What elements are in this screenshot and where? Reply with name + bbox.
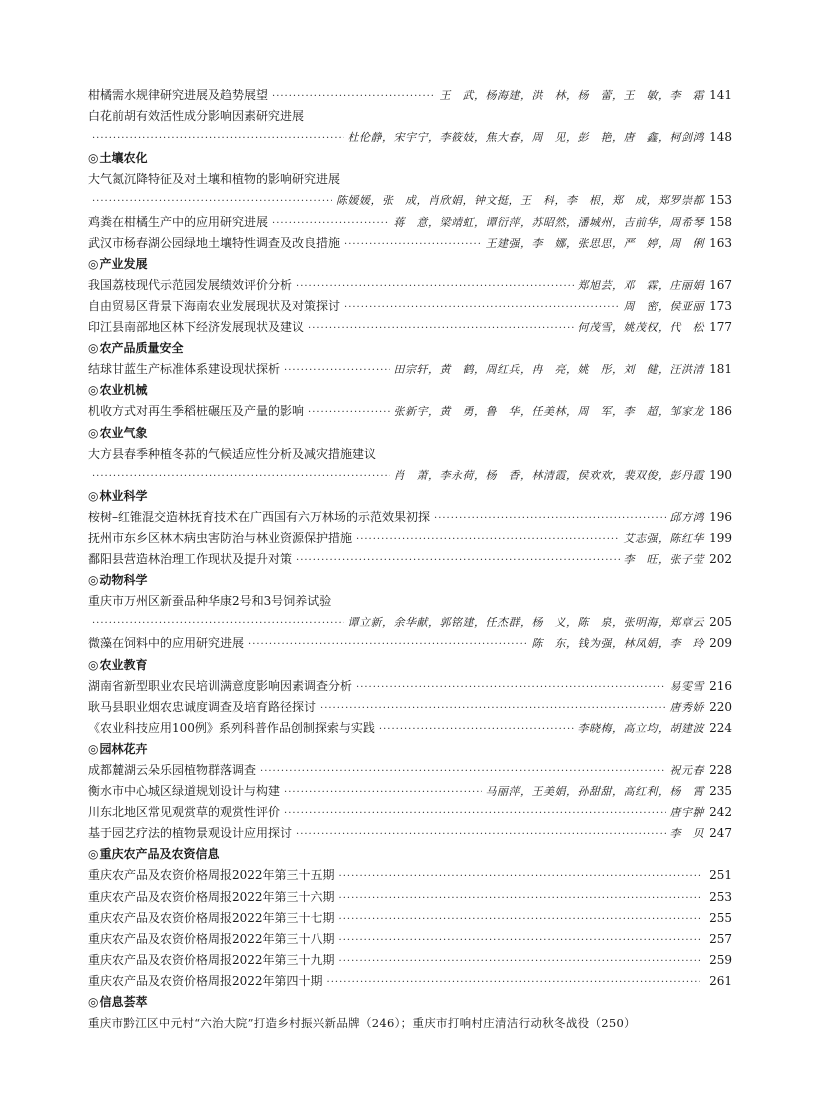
page-number: 153 bbox=[709, 193, 732, 208]
dot-leader bbox=[296, 276, 573, 297]
section-mark-icon: ◎ bbox=[88, 151, 99, 166]
dot-leader bbox=[339, 888, 700, 909]
article-title: 《农业科技应用100例》系列科普作品创制探索与实践 bbox=[88, 720, 375, 735]
page-number: 167 bbox=[709, 277, 732, 292]
section-mark-icon: ◎ bbox=[88, 573, 99, 588]
dot-leader bbox=[339, 930, 700, 951]
page-number: 173 bbox=[709, 298, 732, 313]
dot-leader bbox=[260, 761, 665, 782]
dot-leader bbox=[327, 972, 700, 993]
toc-entry bbox=[88, 697, 732, 718]
toc-entry bbox=[88, 760, 732, 781]
dot-leader bbox=[296, 550, 619, 571]
article-authors: 何茂雪，姚茂权，代 松 bbox=[577, 321, 704, 335]
toc-entry-author-line bbox=[88, 612, 732, 633]
page-number: 205 bbox=[709, 615, 732, 630]
page-number: 190 bbox=[709, 467, 732, 482]
toc-entry bbox=[88, 929, 732, 950]
page-number: 224 bbox=[709, 720, 732, 735]
section-heading bbox=[88, 423, 732, 444]
page-number: 247 bbox=[709, 826, 732, 841]
article-authors: 田宗轩，黄 鹤，周红兵，冉 亮，姚 彤，刘 健，汪洪清 bbox=[393, 363, 704, 377]
toc-entry-title-line bbox=[88, 444, 732, 465]
article-authors: 李 贝 bbox=[669, 827, 704, 841]
section-mark-icon: ◎ bbox=[88, 256, 99, 271]
article-title: 大气氮沉降特征及对土壤和植物的影响研究进展 bbox=[88, 172, 341, 187]
dot-leader bbox=[344, 234, 481, 255]
page-number: 158 bbox=[709, 214, 732, 229]
section-title: 林业科学 bbox=[99, 488, 148, 503]
page-number: 177 bbox=[709, 320, 732, 335]
page-number: 251 bbox=[709, 868, 732, 883]
section-title: 农业气象 bbox=[99, 425, 148, 440]
page-number: 199 bbox=[709, 530, 732, 545]
page-number: 235 bbox=[709, 784, 732, 799]
article-authors: 李晓梅，高立均，胡建波 bbox=[577, 721, 704, 735]
article-title: 大方县春季种植冬荪的气候适应性分析及减灾措施建议 bbox=[88, 446, 377, 461]
section-mark-icon: ◎ bbox=[88, 488, 99, 503]
article-title: 武汉市杨春湖公园绿地土壤特性调查及改良措施 bbox=[88, 235, 341, 250]
dot-leader bbox=[344, 297, 619, 318]
section-title: 动物科学 bbox=[99, 573, 148, 588]
toc-entry-title-line bbox=[88, 591, 732, 612]
toc-entry bbox=[88, 233, 732, 254]
article-title: 结球甘蓝生产标准体系建设现状探析 bbox=[88, 362, 281, 377]
section-heading bbox=[88, 992, 732, 1013]
article-title: 微藻在饲料中的应用研究进展 bbox=[88, 636, 245, 651]
article-authors: 周 密，侯亚丽 bbox=[623, 299, 704, 313]
article-authors: 肖 萧，李永荷，杨 香，林清霞，侯欢欢，裴双俊，彭丹霞 bbox=[393, 468, 704, 482]
dot-leader bbox=[272, 213, 389, 234]
page-number: 220 bbox=[709, 699, 732, 714]
page-number: 228 bbox=[709, 763, 732, 777]
dot-leader bbox=[320, 698, 665, 719]
article-authors: 张新宇，黄 勇，鲁 华，任美林，周 军，李 超，邹家龙 bbox=[393, 405, 704, 419]
toc-entry bbox=[88, 296, 732, 317]
toc-entry bbox=[88, 528, 732, 549]
section-mark-icon: ◎ bbox=[88, 847, 99, 862]
toc-entry bbox=[88, 781, 732, 802]
page-number: 186 bbox=[709, 404, 732, 419]
toc-entry bbox=[88, 275, 732, 296]
dot-leader bbox=[92, 128, 344, 149]
toc-entry bbox=[88, 549, 732, 570]
toc-entry-title-line bbox=[88, 169, 732, 190]
section-title: 重庆农产品及农资信息 bbox=[99, 847, 220, 862]
article-authors: 易雯雪 bbox=[669, 679, 704, 693]
section-mark-icon: ◎ bbox=[88, 383, 99, 398]
toc-entry-author-line bbox=[88, 127, 732, 148]
section-heading bbox=[88, 655, 732, 676]
article-authors: 陈媛媛，张 成，肖欣娟，钟文挺，王 科，李 根，郑 成，郑罗崇都 bbox=[336, 194, 704, 208]
article-title: 重庆农产品及农资价格周报2022年第三十五期 bbox=[88, 868, 335, 883]
toc-entry bbox=[88, 676, 732, 697]
article-authors: 陈 东，钱为强，林凤娟，李 玲 bbox=[531, 637, 704, 651]
section-heading bbox=[88, 844, 732, 865]
article-title: 鄱阳县营造林治理工作现状及提升对策 bbox=[88, 552, 293, 567]
toc-entry bbox=[88, 317, 732, 338]
page-number: 202 bbox=[709, 552, 732, 567]
section-heading bbox=[88, 148, 732, 169]
article-title: 重庆农产品及农资价格周报2022年第三十九期 bbox=[88, 952, 335, 967]
article-title: 川东北地区常见观赏草的观赏性评价 bbox=[88, 805, 281, 820]
article-title: 衡水市中心城区绿道规划设计与构建 bbox=[88, 784, 281, 799]
dot-leader bbox=[92, 191, 332, 212]
dot-leader bbox=[434, 508, 665, 529]
page-number: 255 bbox=[709, 910, 732, 925]
section-heading bbox=[88, 486, 732, 507]
article-title: 重庆市万州区新蚕品种华康2号和3号饲养试验 bbox=[88, 594, 332, 609]
page-number: 181 bbox=[709, 362, 732, 377]
section-title: 土壤农化 bbox=[99, 151, 148, 166]
table-of-contents bbox=[88, 85, 732, 1034]
toc-entry-author-line bbox=[88, 465, 732, 486]
page-number: 148 bbox=[709, 130, 732, 145]
dot-leader bbox=[296, 824, 665, 845]
section-heading bbox=[88, 380, 732, 401]
article-authors: 谭立新，余华献，郭铭建，任杰群，杨 义，陈 泉，张明海，郑章云 bbox=[347, 616, 704, 630]
page-number: 253 bbox=[709, 889, 732, 904]
toc-entry bbox=[88, 887, 732, 908]
dot-leader bbox=[272, 86, 435, 107]
page-number: 163 bbox=[709, 235, 732, 250]
section-title: 农业机械 bbox=[99, 383, 148, 398]
page-number: 196 bbox=[709, 509, 732, 524]
dot-leader bbox=[284, 782, 481, 803]
article-title: 重庆农产品及农资价格周报2022年第三十七期 bbox=[88, 910, 335, 925]
article-authors: 王建强，李 娜，张思思，严 婷，周 俐 bbox=[485, 236, 704, 250]
article-title: 湖南省新型职业农民培训满意度影响因素调查分析 bbox=[88, 678, 353, 693]
article-authors: 马丽萍，王美娟，孙甜甜，高红利，杨 霄 bbox=[485, 785, 704, 799]
article-title: 耿马县职业烟农忠诚度调查及培育路径探讨 bbox=[88, 699, 317, 714]
toc-entry bbox=[88, 802, 732, 823]
article-authors: 郑旭芸，邓 霖，庄丽娟 bbox=[577, 278, 704, 292]
toc-entry bbox=[88, 865, 732, 886]
section-title: 园林花卉 bbox=[99, 741, 148, 756]
dot-leader bbox=[356, 529, 619, 550]
dot-leader bbox=[248, 634, 527, 655]
dot-leader bbox=[379, 719, 574, 740]
article-title: 白花前胡有效活性成分影响因素研究进展 bbox=[88, 109, 305, 124]
toc-entry bbox=[88, 823, 732, 844]
toc-entry-author-line bbox=[88, 190, 732, 211]
article-title: 重庆农产品及农资价格周报2022年第三十八期 bbox=[88, 931, 335, 946]
article-title: 柑橘需水规律研究进展及趋势展望 bbox=[88, 88, 269, 102]
section-heading bbox=[88, 338, 732, 359]
toc-entry bbox=[88, 85, 732, 106]
article-authors: 李 旺，张子莹 bbox=[623, 553, 704, 567]
toc-entry bbox=[88, 950, 732, 971]
section-heading bbox=[88, 254, 732, 275]
article-authors: 蒋 意，梁靖虹，谭衍萍，苏昭然，潘城州，吉前华，周希琴 bbox=[393, 215, 704, 229]
dot-leader bbox=[92, 613, 344, 634]
page-number: 141 bbox=[709, 88, 732, 102]
article-title: 机收方式对再生季稻桩碾压及产量的影响 bbox=[88, 404, 305, 419]
toc-entry bbox=[88, 359, 732, 380]
section-heading bbox=[88, 570, 732, 591]
article-authors: 唐秀娇 bbox=[669, 700, 704, 714]
toc-entry-title-line bbox=[88, 106, 732, 127]
page-number: 259 bbox=[709, 952, 732, 967]
dot-leader bbox=[308, 402, 389, 423]
article-title: 自由贸易区背景下海南农业发展现状及对策探讨 bbox=[88, 298, 341, 313]
toc-entry bbox=[88, 971, 732, 992]
article-title: 我国荔枝现代示范园发展绩效评价分析 bbox=[88, 277, 293, 292]
dot-leader bbox=[339, 951, 700, 972]
dot-leader bbox=[92, 466, 390, 487]
toc-entry bbox=[88, 718, 732, 739]
article-authors: 邱方鸿 bbox=[669, 510, 704, 524]
article-title: 印江县南部地区林下经济发展现状及建议 bbox=[88, 320, 305, 335]
article-title: 基于园艺疗法的植物景观设计应用探讨 bbox=[88, 826, 293, 841]
section-mark-icon: ◎ bbox=[88, 341, 99, 356]
section-title: 信息荟萃 bbox=[99, 995, 148, 1010]
article-authors: 祝元春 bbox=[669, 764, 704, 777]
article-title: 抚州市东乡区林木病虫害防治与林业资源保护措施 bbox=[88, 530, 353, 545]
toc-entry bbox=[88, 507, 732, 528]
article-title: 鸡粪在柑橘生产中的应用研究进展 bbox=[88, 214, 269, 229]
page-number: 209 bbox=[709, 636, 732, 651]
section-title: 农产品质量安全 bbox=[99, 341, 184, 356]
page-number: 257 bbox=[709, 931, 732, 946]
toc-entry bbox=[88, 401, 732, 422]
toc-entry bbox=[88, 633, 732, 654]
article-title: 桉树–红锥混交造林抚育技术在广西国有六万林场的示范效果初探 bbox=[88, 509, 431, 524]
dot-leader bbox=[308, 318, 573, 339]
toc-entry bbox=[88, 212, 732, 233]
page-number: 242 bbox=[709, 805, 732, 820]
article-authors: 王 武，杨海建，洪 林，杨 蕾，王 敏，李 霜 bbox=[439, 89, 704, 102]
info-note: 重庆市黔江区中元村“六治大院”打造乡村振兴新品牌（246）；重庆市打响村庄清洁行动秋冬战役（250） bbox=[88, 1016, 636, 1031]
dot-leader bbox=[284, 803, 665, 824]
section-heading bbox=[88, 739, 732, 760]
dot-leader bbox=[339, 866, 700, 887]
page-number: 261 bbox=[709, 973, 732, 988]
section-mark-icon: ◎ bbox=[88, 741, 99, 756]
article-authors: 唐宇翀 bbox=[669, 806, 704, 820]
article-authors: 杜伦静，宋宇宁，李筱妓，焦大春，周 见，彭 艳，唐 鑫，柯剑鸿 bbox=[347, 131, 704, 145]
section-mark-icon: ◎ bbox=[88, 995, 99, 1010]
page-number: 216 bbox=[709, 678, 732, 693]
dot-leader bbox=[284, 360, 389, 381]
section-mark-icon: ◎ bbox=[88, 657, 99, 672]
toc-entry bbox=[88, 908, 732, 929]
dot-leader bbox=[356, 677, 665, 698]
section-mark-icon: ◎ bbox=[88, 425, 99, 440]
dot-leader bbox=[339, 909, 700, 930]
article-authors: 艾志强，陈红华 bbox=[623, 531, 704, 545]
section-title: 农业教育 bbox=[99, 657, 148, 672]
article-title: 成都麓湖云朵乐园植物群落调查 bbox=[88, 763, 257, 777]
section-title: 产业发展 bbox=[99, 256, 148, 271]
article-title: 重庆农产品及农资价格周报2022年第三十六期 bbox=[88, 889, 335, 904]
article-title: 重庆农产品及农资价格周报2022年第四十期 bbox=[88, 973, 323, 988]
